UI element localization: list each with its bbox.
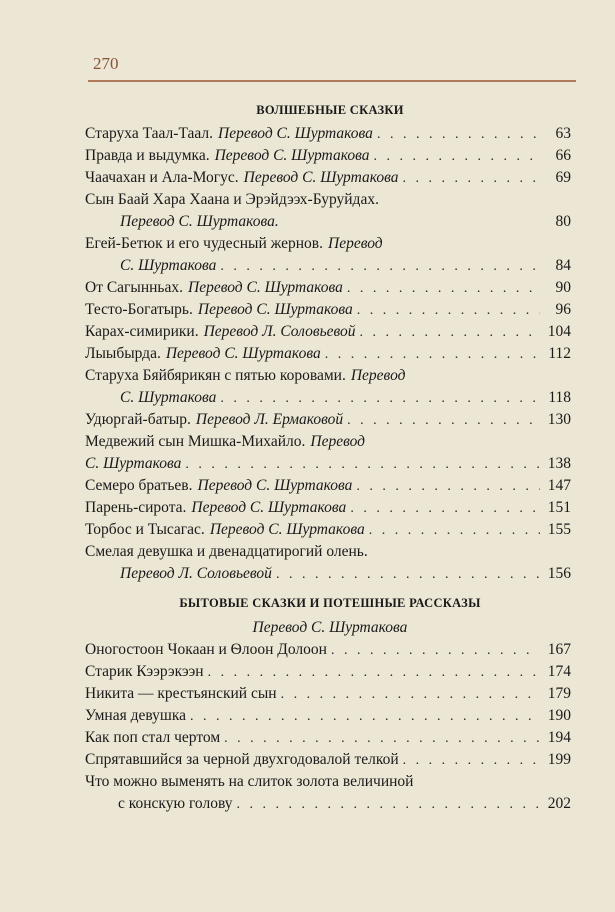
entry-translator: Перевод С. Шуртакова [188, 279, 343, 296]
toc-entry-continuation [85, 455, 571, 477]
section-title-magic-tales: ВОЛШЕБНЫЕ СКАЗКИ [256, 103, 404, 117]
entry-translator: Перевод [310, 433, 366, 450]
dot-leader [373, 149, 540, 165]
entry-page: 96 [555, 301, 571, 318]
section-translator: Перевод С. Шуртакова [252, 619, 408, 636]
entry-page: 84 [555, 257, 571, 274]
toc-entry [85, 685, 571, 707]
dot-leader [325, 347, 540, 363]
toc-entry [85, 367, 571, 389]
section-title-everyday-tales: БЫТОВЫЕ СКАЗКИ И ПОТЕШНЫЕ РАССКАЗЫ [179, 596, 481, 610]
entry-translator: Перевод С. Шуртакова [209, 521, 365, 538]
entry-translator: Перевод С. Шуртакова. [120, 213, 279, 230]
dot-leader [369, 523, 540, 539]
dot-leader [236, 797, 540, 813]
entry-title: Никита — крестьянский сын [85, 685, 277, 702]
entry-page: 199 [547, 751, 571, 768]
entry-translator: Перевод С. Шуртакова [218, 125, 373, 142]
toc-entry-continuation [120, 257, 571, 279]
entry-page: 90 [555, 279, 571, 296]
entry-title: Медвежий сын Мишка-Михайло. [85, 433, 306, 450]
entry-title: Спрятавшийся за черной двухгодовалой телкой [85, 751, 399, 768]
dot-leader [347, 413, 540, 429]
entry-page: 179 [547, 685, 571, 702]
dot-leader [281, 687, 540, 703]
toc-entry [85, 729, 571, 751]
entry-title: Правда и выдумка. [85, 147, 210, 164]
toc-entry [85, 169, 571, 191]
dot-leader [403, 171, 540, 187]
entry-page: 155 [547, 521, 571, 538]
entry-page: 80 [555, 213, 571, 230]
page-number: 270 [93, 54, 119, 73]
entry-page: 130 [547, 411, 571, 428]
toc-entry-continuation [120, 389, 571, 411]
entry-translator: Перевод С. Шуртакова [191, 499, 347, 516]
entry-page: 69 [555, 169, 571, 186]
dot-leader [220, 391, 540, 407]
entry-title: Парень-сирота. [85, 499, 187, 516]
entry-page: 156 [547, 565, 571, 582]
toc-entry [85, 235, 571, 257]
toc-entry [85, 191, 571, 213]
entry-title: Торбос и Тысагас. [85, 521, 205, 538]
dot-leader [276, 567, 540, 583]
entry-title: Егей-Бетюк и его чудесный жернов. [85, 235, 323, 252]
entry-title: Чаачахан и Ала-Могус. [85, 169, 239, 186]
toc-entry [85, 433, 571, 455]
entry-title: Сын Баай Хара Хаана и Эрэйдээх-Буруйдах. [85, 191, 379, 208]
toc-entry [85, 663, 571, 685]
entry-translator: С. Шуртакова [85, 455, 182, 472]
entry-title: Как поп стал чертом [85, 729, 221, 746]
entry-translator: С. Шуртакова [120, 389, 217, 406]
entry-title: Что можно выменять на слиток золота величиной [85, 773, 414, 790]
entry-page: 202 [547, 795, 571, 812]
entry-title: с конскую голову [118, 795, 233, 812]
entry-page: 147 [547, 477, 571, 494]
entry-page: 104 [547, 323, 571, 340]
dot-leader [356, 479, 540, 495]
entry-translator: С. Шуртакова [120, 257, 217, 274]
entry-page: 138 [547, 455, 571, 472]
entry-title: Лыыбырда. [85, 345, 161, 362]
toc-entry [85, 147, 571, 169]
header-rule [88, 80, 576, 82]
dot-leader [224, 731, 540, 747]
entry-translator: Перевод Л. Ермаковой [195, 411, 344, 428]
entry-title: Карах-симирики. [85, 323, 199, 340]
dot-leader [347, 281, 540, 297]
dot-leader [360, 325, 540, 341]
entry-translator: Перевод Л. Соловьевой [203, 323, 356, 340]
dot-leader [190, 709, 540, 725]
toc-entry [85, 543, 571, 565]
dot-leader [403, 753, 540, 769]
dot-leader [357, 303, 540, 319]
toc-entry [85, 125, 571, 147]
entry-title: Семеро братьев. [85, 477, 193, 494]
entry-translator: Перевод С. Шуртакова [214, 147, 370, 164]
entry-translator: Перевод [328, 235, 383, 252]
entry-page: 194 [547, 729, 571, 746]
entry-translator: Перевод С. Шуртакова [243, 169, 399, 186]
entry-title: Удюргай-батыр. [85, 411, 191, 428]
entry-page: 151 [547, 499, 571, 516]
dot-leader [220, 259, 540, 275]
toc-entry [85, 477, 571, 499]
toc-entry [85, 345, 571, 367]
toc-entry [85, 751, 571, 773]
entry-page: 167 [547, 641, 571, 658]
entry-page: 66 [555, 147, 571, 164]
toc-entry [85, 499, 571, 521]
dot-leader [208, 665, 540, 681]
toc-entry [85, 411, 571, 433]
toc-entry [85, 773, 571, 795]
entry-translator: Перевод [350, 367, 406, 384]
entry-translator: Перевод Л. Соловьевой [120, 565, 272, 582]
toc-entry [85, 641, 571, 663]
toc-entry-continuation [120, 213, 571, 235]
entry-page: 63 [555, 125, 571, 142]
toc-entry [85, 279, 571, 301]
dot-leader [350, 501, 540, 517]
toc-entry [85, 707, 571, 729]
entry-translator: Перевод С. Шуртакова [165, 345, 321, 362]
entry-title: Старуха Таал-Таал. [85, 125, 214, 142]
entry-title: Смелая девушка и двенадцатирогий олень. [85, 543, 368, 560]
entry-title: Старик Кээрэкээн [85, 663, 204, 680]
entry-page: 112 [548, 345, 571, 362]
entry-title: Оногостоон Чокаан и Ѳлоон Долоон [85, 641, 327, 658]
entry-title: Старуха Бяйбярикян с пятью коровами. [85, 367, 346, 384]
dot-leader [185, 457, 540, 473]
dot-leader [377, 127, 540, 143]
entry-translator: Перевод С. Шуртакова [197, 301, 353, 318]
entry-page: 190 [547, 707, 571, 724]
toc-entry [85, 521, 571, 543]
toc-entry-continuation [120, 565, 571, 587]
dot-leader [331, 643, 540, 659]
entry-title: Тесто-Богатырь. [85, 301, 193, 318]
entry-page: 118 [548, 389, 571, 406]
toc-entry [85, 301, 571, 323]
entry-page: 174 [547, 663, 571, 680]
toc-entry [85, 323, 571, 345]
entry-title: Умная девушка [85, 707, 187, 724]
entry-translator: Перевод С. Шуртакова [197, 477, 353, 494]
entry-title: От Сагынньах. [85, 279, 183, 296]
toc-entry-continuation [118, 795, 571, 817]
